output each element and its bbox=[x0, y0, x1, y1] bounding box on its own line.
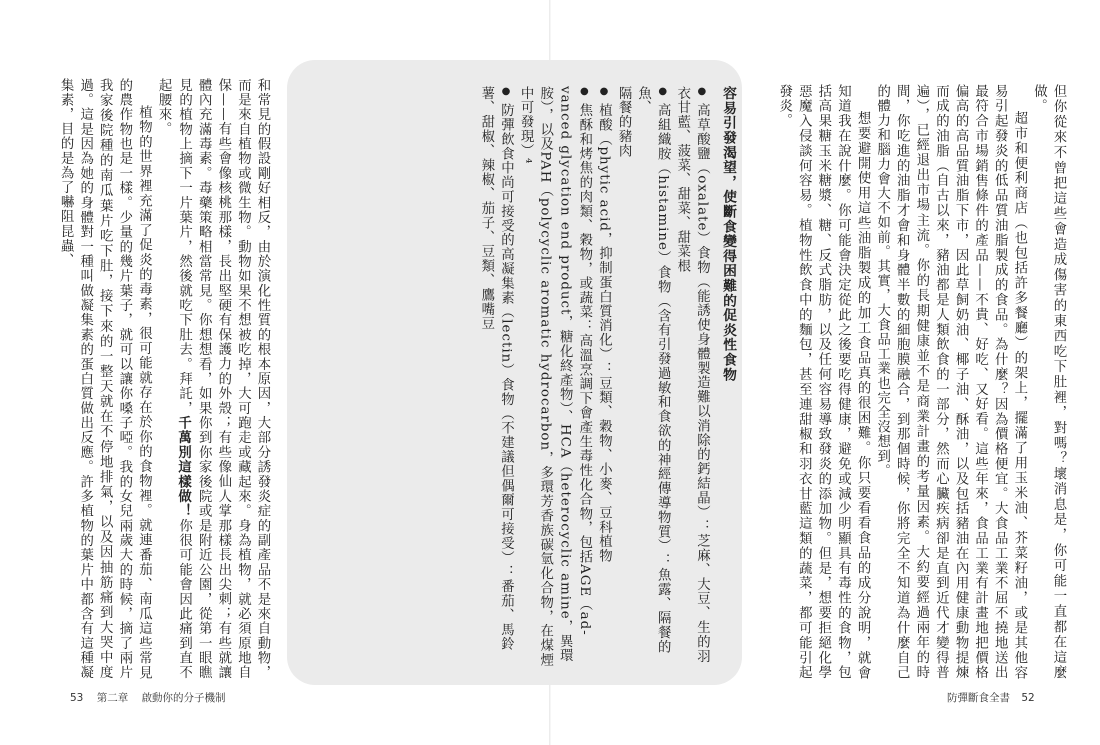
left-page-body bbox=[40, 78, 272, 680]
book-title: 防彈斷食全書 bbox=[947, 692, 1010, 704]
emphasis-text: 千萬別這樣做！ bbox=[175, 415, 192, 519]
bullet-icon: ● bbox=[598, 86, 610, 98]
paragraph: 但你從來不曾把這些會造成傷害的東西吃下肚裡，對嗎？壞消息是，你可能一直都在這麼做。 bbox=[1031, 84, 1066, 680]
bullet-icon: ● bbox=[696, 86, 708, 98]
sidebar-item bbox=[574, 86, 594, 676]
sidebar-item bbox=[496, 86, 516, 676]
sidebar-item-continuation: 隔餐的豬肉 bbox=[616, 86, 632, 158]
sidebar-item bbox=[594, 86, 614, 676]
right-footer bbox=[947, 690, 1035, 705]
sidebar-item-continuation: vanced glycation end product，糖化終產物）、HCA（heterocyclic amine，異環胺），以及PAH（polycyclic aromatic hydrocarbon，多環芳香族碳氫化合物，在煤煙中可發現）⁴ bbox=[518, 86, 573, 668]
sidebar-title: 容易引發渴望，使斷食變得困難的促炎性食物 bbox=[720, 86, 736, 382]
sidebar-item-lead: 植酸（phytic acid，抑制蛋白質消化）：豆類、穀物、小麥、豆科植物 bbox=[596, 103, 612, 564]
bullet-icon: ● bbox=[657, 86, 669, 98]
sidebar-item bbox=[633, 86, 672, 676]
sidebar-item-lead: 高草酸鹽（oxalate）食物（能誘使身體製造難以消除的鈣結晶）：芝麻、大豆、生的羽 bbox=[694, 103, 710, 664]
sidebar-item-continuation: 薯、甜椒、辣椒、茄子、豆類、鷹嘴豆 bbox=[478, 86, 494, 331]
paragraph bbox=[153, 78, 272, 680]
left-footer bbox=[70, 690, 226, 705]
chapter-title: 啟動你的分子機制 bbox=[141, 692, 226, 704]
paragraph-tail: 你很可能會因此痛到直不起腰來。 bbox=[156, 78, 192, 680]
paragraph: 超市和便利商店（也包括許多餐廳）的架上，擺滿了用玉米油、芥菜籽油，或是其他容易引起發炎的低品質油脂製成的食品。為什麼？因為價格便宜。大食品工業不屈不撓地送出最符合市場銷售條件的產品——不貴、好吃、又好看。這些年來，食品工業有計畫地把價格偏高的高品質油脂下市，因此草飼奶油、椰子油、酥油，以及包括豬油在內用健康動物提煉而成的油脂（自古以來，豬油都是人類飲食的一部分，然而心臟疾病卻是直到近代才變得普遍），已經退出市場主流。你的長期健康並不是商業計畫的考量因素。大約要經過兩年的時間，你吃進的油脂才會和身體半數的細胞膜融合，到那個時候，你將完全不知道為什麼自己的體力和腦力會大不如前。其實，大食品工業也完全沒想到。 bbox=[874, 84, 1027, 680]
sidebar-content bbox=[296, 86, 737, 676]
sidebar-item-continuation: 衣甘藍、菠菜、甜菜、甜菜根 bbox=[674, 86, 690, 274]
paragraph: 想要避開使用這些油脂製成的加工食品真的很困難。你只要看看食品的成分說明，就會知道我在說什麼。你可能會決定從此之後要吃得健康，避免或減少明顯具有毒性的食物，包括高果糖玉米糖漿、糖、反式脂肪，以及任何容易導致發炎的添加物。但是，想要拒絕化學惡魔入侵談何容易。植物性飲食中的麵包，甚至連甜椒和羽衣甘藍這類的蔬菜，都可能引起發炎。 bbox=[776, 84, 871, 680]
chapter-label: 第二章 bbox=[96, 692, 129, 704]
sidebar-item-lead: 焦酥和烤焦的肉類、穀物，或蔬菜：高溫烹調下會產生毒性化合物，包括AGE（ad- bbox=[576, 103, 592, 636]
sidebar-item-lead: 高組織胺（histamine）食物（含有引發過敏和食欲的神經傳導物質）：魚露、隔餐的魚、 bbox=[635, 86, 671, 655]
page-number: 53 bbox=[70, 692, 84, 704]
paragraph: 植物的世界裡充滿了促炎的毒素，很可能就存在於你的食物裡。就連番茄、南瓜這些常見的農作物也是一樣。少量的幾片葉子，就可以讓你嗓子啞。我的女兒兩歲大的時候，摘了兩片我家後院種的南瓜葉片吃下肚，接下來的一整天就在不停地排氣，以及因抽筋痛到大哭中度過。這是因為她的身體對一種叫做凝集素的蛋白質做出反應。許多植物的葉片中都含有這種凝集素，目的是為了嚇阻昆蟲、 bbox=[58, 78, 152, 680]
paragraph-text: 和常見的假設剛好相反，由於演化性質的根本原因，大部分誘發炎症的副產品不是來自動物，而是來自植物或微生物。動物如果不想被吃掉，大可跑走或藏起來。身為植物，就必須原地自保——有些會像核桃那樣，長出堅硬有保護力的外殼；有些像仙人掌那樣長出尖刺；有些就讓體內充滿毒素。毒藥策略相當常見。你想想看，如果你到你家後院或是附近公園，從第一眼瞧見的植物上摘下一片葉片，然後就吃下肚去。拜託， bbox=[176, 78, 270, 680]
page-number: 52 bbox=[1021, 692, 1035, 704]
sidebar-item-lead: 防彈飲食中尚可接受的高凝集素（lectin）食物（不建議但偶爾可接受）：番茄、馬鈴 bbox=[498, 103, 514, 652]
bullet-icon: ● bbox=[500, 86, 512, 98]
bullet-icon: ● bbox=[578, 86, 590, 98]
sidebar-item bbox=[692, 86, 712, 676]
right-page-body bbox=[752, 84, 1068, 680]
